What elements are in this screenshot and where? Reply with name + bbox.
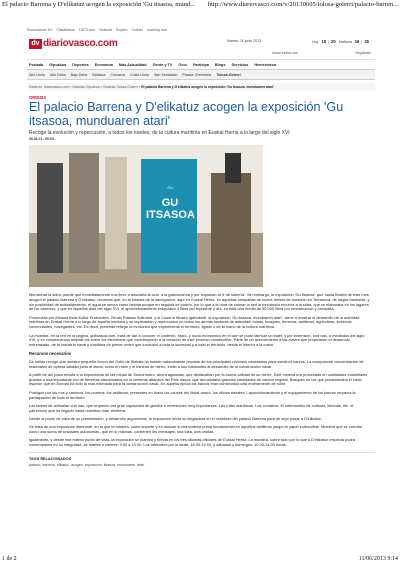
masthead (27, 34, 375, 60)
nav-item-gipuzkoa[interactable]: Gipuzkoa (49, 62, 67, 67)
article-paragraph: Prosigue por los ríos y caminos, los puertos, los astilleros, presentes en todos los cauces del litoral vasco, los oficios navales, l aprovisionamiento y el equipamiento de los barcos requería la participación de todo el territorio. (29, 389, 356, 400)
nav-item-mas-actualidad[interactable]: Más Actualidad (118, 62, 147, 67)
article-timestamp: 05.06.13 - 00:03 - (29, 137, 56, 141)
weather-tomorrow-label: Mañana (338, 40, 352, 44)
print-page-number: 1 de 2 (2, 556, 17, 562)
tags-heading: TAGS RELACIONADOS (29, 456, 72, 461)
main-navigation (27, 60, 375, 70)
breadcrumb-trail[interactable]: Estás en: diariovasco.com » Noticias Gipuzkoa » Noticias Tolosa-Goierri » (29, 85, 142, 89)
print-footer (2, 556, 398, 564)
top-link[interactable]: Vivienda (99, 28, 113, 32)
article-paragraph: A partir de ahí pasa revista a la importancia de las minas de Somorrostro, ahora agotadas, que destacaban por la buena calidad de su hierro. Este mineral era procesado en cantidades industriales gracias a una importante red de ferrerías diseminadas en la vertiente atlántica del País Vasco; que demandaba grandes cantidades de carbón vegetal. Bosques en los que predominaba el roble; especie que en Europa ha sido la más estimada para la construcción naval. En aquella época los barcos eran construidos casi enteramente de roble. (29, 371, 368, 387)
print-page-title: El palacio Barrena y D'elikatuz acogen la exposición 'Gu itsasoa, mund... (2, 1, 196, 8)
register-link[interactable]: Regístrate (355, 51, 371, 55)
top-links (27, 28, 170, 32)
article-paragraph: Las tareas de avituallar una nao, que requería una gran capacidad de gestión e inversiones muy importantes. Las rutas marítimas. Los corsarios. El intercambio de culturas, idiomas, etc. el patrimonio que ha llegado hasta nuestros días, etcétera. (29, 402, 354, 413)
nav-item-servicios[interactable]: Servicios (231, 62, 249, 67)
subnav-item-san-sebastian[interactable]: San Sebastián (153, 72, 178, 77)
nav-item-blogs[interactable]: Blogs (214, 62, 226, 67)
article-paragraph: Se trata de una exposición itinerante, en la que la madera, como soporte y en alusión a una materia prima fundamental en aquellos astilleros juega un papel indiscutible. Muestra que se concibe como una suma de unidades autónomas, que en sí mismas, contienen los mensajes, una idea, una unidad. (29, 424, 363, 435)
site-logo[interactable] (29, 38, 117, 49)
login-link[interactable]: Iniciar sesión con (272, 51, 299, 55)
weather-tomorrow-high: 25 (364, 39, 369, 44)
article-paragraph: De salida recoge que nuestro pequeño rincón del Golfo de Bizkaia ha estado naturalmente provisto de los principales recursos necesarios para construir barcos. La excepcional concentración de materiales de óptima calidad junto al litoral, como el roble y el mineral de hierro, incitó a sus habitantes al desarrollo de la construcción naval. (29, 358, 364, 369)
weather-today-low: 15 (321, 39, 327, 44)
article-body (27, 293, 375, 448)
subnav-item-comarca[interactable]: Comarca (110, 72, 125, 77)
banner-small-text: Gu (167, 185, 173, 190)
exhibit-panel (69, 153, 99, 273)
subnav-item-costa-urola[interactable]: Costa Urola (129, 72, 149, 77)
banner-text: GU ITSASOA (146, 197, 195, 221)
nav-item-deportes[interactable]: Deportes (72, 62, 89, 67)
top-link[interactable]: muerhoy.com (146, 28, 168, 32)
top-link[interactable]: Promociones DV (27, 28, 53, 32)
weather-tomorrow-low: 16 (354, 39, 360, 44)
breadcrumb-current: El palacio Barrena y D'elikatuz acogen la exposición 'Gu itsasoa, munduaren atari' (141, 85, 274, 89)
nav-item-participa[interactable]: Participa (192, 62, 209, 67)
subnav-item-bajo-deba[interactable]: Bajo Deba (70, 72, 88, 77)
article-section: ORDIZIA (29, 95, 47, 100)
exhibit-panel (37, 163, 63, 273)
nav-item-ocio[interactable]: Ocio (178, 62, 187, 67)
weather-today-high: 20 (331, 39, 336, 44)
article-paragraph: Promovida por Albaola Itsas Kultur Erakundea, Zerain Paisaia Kulturala, y el Caserío Museo Igartubeiti, la exposición 'Gu itsasoa, munduaren atari', viene a mostrar el desarrollo de la actividad marítima en Euskal Herria a lo largo de aquella centuria y su implicación y repercusión en todos los demás sectores de actividad: minas, bosques, ferrerías, astilleros, agricultura, sidrerías, comerciantes, navegantes, etc. Es decir, pretende reflejar la evolución que experimentó el territorio, ligado o de la mano de la cultura marítima. (29, 314, 360, 330)
nav-item-gente-tv[interactable]: Gente y TV (152, 62, 173, 67)
top-link[interactable]: 11870.com (78, 28, 96, 32)
weather-today-label: Hoy (312, 40, 319, 44)
breadcrumb (27, 83, 375, 91)
logo-mark: dv (29, 39, 42, 49)
subnav-item-alto-urola[interactable]: Alto Urola (29, 72, 45, 77)
article-subheading: Recursos necesarios (29, 350, 72, 356)
top-links-bar (27, 26, 375, 34)
current-date: Martes, 11 junio 2013 (227, 39, 262, 43)
top-link[interactable]: Coches (131, 28, 143, 32)
tags-list[interactable]: palacio, barrena, elikatuz, acogen, exposicion, itsasoa, munduaren, atari (29, 462, 145, 467)
print-datetime: 11/06/2013 9:14 (358, 556, 398, 562)
article-paragraph: Igualmente, y desde ese mismo punto de vista, la exposición se plantea y brinda en los tres idiomas oficiales de Euskal Herria. La muestra, sobre todo por lo que a D'elikatuz respecta podrá contemplarse en su integridad, de martes a viernes: 9.00 a 13.00. Los miércoles por la tarde: 16.00-19.00, y sábados y domingos: 10.00-14.00 horas. (29, 437, 356, 448)
article-paragraph: La muestra, en la red en la página, guitsasoa.com, trata de dar a conocer el contexto, físico, y socio-económico en el que se pudo fabricar un balet, y por extensión, una nao, a mediados del siglo XVI, y en consecuencia ampliar los sobre los elementos que contribuyeron a la creación de este proceso constructivo. Parte de un acercamiento a las claves que propiciaron el desarrollo, entrelazado, de la industria naval y marítima de primer orden que involucró a toda la sociedad y a todo el territorio, desde el interior a la costa. (29, 332, 365, 348)
subnav-item-pasaia[interactable]: Pasaia -Errenteria (182, 72, 212, 77)
web-page (27, 26, 375, 536)
print-page-url: http://www.diariovasco.com/v/20130605/tolosa-goierri/palacio-barren... (207, 1, 398, 8)
exhibit-panel (105, 157, 127, 269)
article-paragraph: Desde el punto de vista de su presentación, y desarrollo argumental, la exposición inicia su singladura en el vestíbulo del palacio Barrena para de aquí pasar a D'elikatuz. (29, 415, 322, 421)
article-photo[interactable] (29, 145, 263, 287)
print-header (2, 1, 398, 10)
exhibit-object (225, 153, 241, 183)
article-headline: El palacio Barrena y D'elikatuz acogen la exposición 'Gu itsasoa, munduaren atari' (29, 100, 344, 128)
article-subtitle: Recoge la evolución y repercusión, a todos los niveles, de la cultura marítima en Euskal Herria a lo largo del siglo XVI (29, 130, 290, 136)
exhibit-panel (211, 173, 251, 273)
subnav-item-bidasoa[interactable]: Bidasoa (92, 72, 106, 77)
top-link[interactable]: Clasificados (56, 28, 75, 32)
logo-text: diariovasco.com (43, 38, 118, 49)
subnav-item-tolosa-goierri[interactable]: Tolosa-Goierri (216, 72, 241, 77)
sub-navigation (27, 70, 375, 80)
related-tags (27, 452, 375, 467)
top-link[interactable]: Empleo (116, 28, 128, 32)
nav-item-hemeroteca[interactable]: Hemeroteca (254, 62, 277, 67)
nav-item-economia[interactable]: Economía (94, 62, 113, 67)
article-paragraph: Mencionar la sidra, puede que inmediatamente nos lleve a asociarla al ocio, a la gastronomía y por supuesto al 'ir de sidrería'. Sin embargo, la exposición 'Gu itsasoa', que hasta finales de este mes acogen el palacio Barrena y D'elikatuz, recuerda que, en la historia de la navegación, aquí en Euskal Herria, en aquellas campañas de nueve meses de duración en Terranova, de largas travesías, y sin posibilidad de avituallamiento, el agua se servía como bebida porque en seguida se pudría, por lo que a la hora de calmar la sed la tripulación recurría a la sidra, que se elaboraba en los lagares de los caseríos, y que en aquellos días del siglo XVI, el aprovisionamiento estipulaba 3 litros por tripulante y día, en total una media de 50.000 litros por embarcación y campaña. (29, 292, 370, 312)
nav-item-portada[interactable]: Portada (29, 62, 44, 67)
weather-widget[interactable]: Hoy 15 | 20 Mañana 16 | 25 (312, 39, 369, 44)
subnav-item-alto-deba[interactable]: Alto Deba (49, 72, 66, 77)
